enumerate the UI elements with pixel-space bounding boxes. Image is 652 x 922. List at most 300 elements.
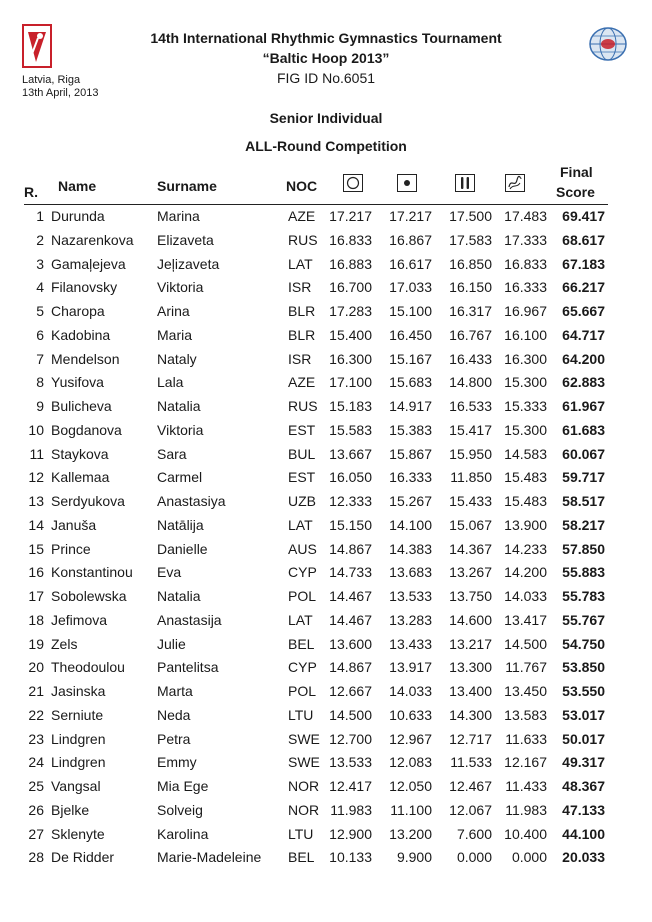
rank-cell: 12 bbox=[28, 469, 44, 486]
ribbon-score-cell: 11.767 bbox=[505, 659, 547, 676]
final-score-cell: 44.100 bbox=[562, 825, 605, 842]
clubs-icon bbox=[455, 174, 475, 192]
ball-score-cell: 12.967 bbox=[389, 730, 432, 747]
rank-cell: 27 bbox=[28, 825, 44, 842]
name-cell: Zels bbox=[51, 635, 78, 652]
table-row bbox=[0, 347, 652, 371]
ribbon-score-cell: 15.300 bbox=[504, 421, 547, 438]
hoop-score-cell: 16.883 bbox=[329, 255, 372, 272]
clubs-score-cell: 16.767 bbox=[449, 326, 492, 343]
hoop-score-cell: 14.867 bbox=[329, 659, 372, 676]
hoop-score-cell: 12.900 bbox=[329, 825, 372, 842]
surname-cell: Lala bbox=[157, 374, 184, 391]
surname-cell: Anastasija bbox=[157, 611, 222, 628]
ribbon-score-cell: 17.483 bbox=[504, 208, 547, 224]
ribbon-score-cell: 13.450 bbox=[504, 683, 547, 699]
noc-cell: AZE bbox=[288, 208, 316, 224]
rank-cell: 20 bbox=[28, 659, 44, 676]
hoop-score-cell: 16.050 bbox=[329, 469, 372, 486]
ball-score-cell: 14.033 bbox=[389, 683, 432, 699]
col-rank: R. bbox=[24, 184, 38, 200]
rank-cell: 16 bbox=[28, 564, 44, 581]
hoop-score-cell: 16.700 bbox=[329, 279, 372, 296]
venue-place: Latvia, Riga bbox=[22, 74, 81, 86]
final-score-cell: 69.417 bbox=[562, 208, 605, 224]
hoop-score-cell: 15.583 bbox=[329, 421, 372, 438]
ball-score-cell: 13.200 bbox=[389, 825, 432, 842]
ball-score-cell: 15.683 bbox=[389, 374, 432, 391]
rank-cell: 5 bbox=[36, 303, 44, 319]
rank-cell: 19 bbox=[28, 635, 44, 652]
ball-score-cell: 17.033 bbox=[389, 279, 432, 296]
rank-cell: 4 bbox=[36, 279, 44, 296]
table-row bbox=[0, 608, 652, 632]
rank-cell: 15 bbox=[28, 540, 44, 557]
final-score-cell: 62.883 bbox=[562, 374, 605, 391]
surname-cell: Arina bbox=[157, 303, 190, 319]
ball-score-cell: 12.083 bbox=[389, 754, 432, 771]
hoop-score-cell: 12.700 bbox=[329, 730, 372, 747]
final-score-cell: 49.317 bbox=[562, 754, 605, 771]
hoop-score-cell: 12.417 bbox=[329, 778, 372, 794]
noc-cell: RUS bbox=[288, 398, 318, 414]
final-score-cell: 64.717 bbox=[562, 326, 605, 343]
hoop-icon bbox=[343, 174, 363, 192]
surname-cell: Karolina bbox=[157, 825, 209, 842]
ball-score-cell: 11.100 bbox=[390, 801, 432, 818]
noc-cell: LTU bbox=[288, 706, 314, 723]
clubs-score-cell: 16.533 bbox=[449, 398, 492, 414]
name-cell: Bogdanova bbox=[51, 421, 122, 438]
ribbon-score-cell: 13.900 bbox=[504, 516, 547, 533]
rank-cell: 1 bbox=[36, 208, 44, 224]
table-header bbox=[0, 162, 652, 206]
hoop-score-cell: 12.667 bbox=[329, 683, 372, 699]
surname-cell: Nataly bbox=[157, 350, 197, 367]
name-cell: Bjelke bbox=[51, 801, 90, 818]
hoop-score-cell: 16.300 bbox=[329, 350, 372, 367]
rank-cell: 17 bbox=[28, 588, 44, 604]
table-row bbox=[0, 655, 652, 679]
hoop-score-cell: 14.500 bbox=[329, 706, 372, 723]
ribbon-score-cell: 14.583 bbox=[504, 445, 547, 462]
rank-cell: 9 bbox=[36, 398, 44, 414]
ribbon-icon bbox=[505, 174, 525, 192]
surname-cell: Pantelitsa bbox=[157, 659, 219, 676]
clubs-score-cell: 16.317 bbox=[449, 303, 492, 319]
hoop-score-cell: 13.600 bbox=[329, 635, 372, 652]
final-score-cell: 47.133 bbox=[562, 801, 605, 818]
clubs-score-cell: 12.717 bbox=[449, 730, 492, 747]
ball-score-cell: 16.333 bbox=[389, 469, 432, 486]
hoop-score-cell: 17.217 bbox=[329, 208, 372, 224]
final-score-cell: 64.200 bbox=[562, 350, 605, 367]
name-cell: Vangsal bbox=[51, 778, 101, 794]
final-score-cell: 55.783 bbox=[562, 588, 605, 604]
final-score-cell: 55.767 bbox=[562, 611, 605, 628]
rank-cell: 8 bbox=[36, 374, 44, 391]
ball-score-cell: 15.100 bbox=[389, 303, 432, 319]
ball-score-cell: 12.050 bbox=[389, 778, 432, 794]
surname-cell: Solveig bbox=[157, 801, 203, 818]
final-score-cell: 58.217 bbox=[562, 516, 605, 533]
fig-logo bbox=[588, 26, 628, 62]
noc-cell: LAT bbox=[288, 255, 313, 272]
table-row bbox=[0, 252, 652, 276]
ball-score-cell: 15.867 bbox=[389, 445, 432, 462]
hoop-score-cell: 14.733 bbox=[329, 564, 372, 581]
table-row bbox=[0, 394, 652, 418]
clubs-score-cell: 11.850 bbox=[450, 469, 492, 486]
surname-cell: Natālija bbox=[157, 516, 204, 533]
final-score-cell: 61.683 bbox=[562, 421, 605, 438]
final-score-cell: 50.017 bbox=[562, 730, 605, 747]
ribbon-score-cell: 14.033 bbox=[504, 588, 547, 604]
table-row bbox=[0, 537, 652, 561]
table-row bbox=[0, 489, 652, 513]
hoop-score-cell: 14.867 bbox=[329, 540, 372, 557]
noc-cell: AZE bbox=[288, 374, 316, 391]
noc-cell: BEL bbox=[288, 849, 315, 866]
name-cell: Charopa bbox=[51, 303, 105, 319]
ribbon-score-cell: 11.433 bbox=[505, 778, 547, 794]
table-row bbox=[0, 228, 652, 252]
table-row bbox=[0, 679, 652, 703]
col-final-line1: Final bbox=[560, 164, 593, 180]
final-score-cell: 61.967 bbox=[562, 398, 605, 414]
noc-cell: POL bbox=[288, 588, 317, 604]
results-table bbox=[0, 204, 652, 869]
noc-cell: BUL bbox=[288, 445, 316, 462]
ribbon-score-cell: 11.983 bbox=[505, 801, 547, 818]
col-surname: Surname bbox=[157, 178, 217, 194]
surname-cell: Carmel bbox=[157, 469, 203, 486]
rank-cell: 7 bbox=[36, 350, 44, 367]
hoop-score-cell: 14.467 bbox=[329, 611, 372, 628]
hoop-score-cell: 15.183 bbox=[329, 398, 372, 414]
clubs-score-cell: 14.367 bbox=[449, 540, 492, 557]
clubs-score-cell: 15.950 bbox=[449, 445, 492, 462]
noc-cell: POL bbox=[288, 683, 317, 699]
rank-cell: 13 bbox=[28, 493, 44, 509]
hoop-score-cell: 17.100 bbox=[329, 374, 372, 391]
final-score-cell: 53.550 bbox=[562, 683, 605, 699]
noc-cell: AUS bbox=[288, 540, 317, 557]
rank-cell: 24 bbox=[28, 754, 44, 771]
hoop-score-cell: 10.133 bbox=[329, 849, 372, 866]
noc-cell: BEL bbox=[288, 635, 315, 652]
ribbon-score-cell: 0.000 bbox=[511, 849, 547, 866]
clubs-score-cell: 15.067 bbox=[449, 516, 492, 533]
surname-cell: Natalia bbox=[157, 588, 201, 604]
ribbon-score-cell: 16.300 bbox=[504, 350, 547, 367]
surname-cell: Viktoria bbox=[157, 421, 204, 438]
clubs-score-cell: 15.433 bbox=[449, 493, 492, 509]
ribbon-score-cell: 14.500 bbox=[504, 635, 547, 652]
ribbon-score-cell: 16.333 bbox=[504, 279, 547, 296]
table-row bbox=[0, 442, 652, 466]
ball-score-cell: 13.533 bbox=[389, 588, 432, 604]
final-score-cell: 53.850 bbox=[562, 659, 605, 676]
rank-cell: 28 bbox=[28, 849, 44, 866]
table-row bbox=[0, 584, 652, 608]
surname-cell: Maria bbox=[157, 326, 193, 343]
table-row bbox=[0, 774, 652, 798]
noc-cell: RUS bbox=[288, 231, 318, 248]
name-cell: Theodoulou bbox=[51, 659, 125, 676]
surname-cell: Marta bbox=[157, 683, 193, 699]
hoop-score-cell: 12.333 bbox=[329, 493, 372, 509]
ball-score-cell: 15.383 bbox=[389, 421, 432, 438]
hoop-score-cell: 13.533 bbox=[329, 754, 372, 771]
clubs-score-cell: 13.750 bbox=[449, 588, 492, 604]
final-score-cell: 20.033 bbox=[562, 849, 605, 866]
name-cell: Gamaļejeva bbox=[51, 255, 126, 272]
table-row bbox=[0, 632, 652, 656]
final-score-cell: 48.367 bbox=[562, 778, 605, 794]
ball-score-cell: 17.217 bbox=[389, 208, 432, 224]
noc-cell: NOR bbox=[288, 778, 320, 794]
surname-cell: Marina bbox=[157, 208, 200, 224]
surname-cell: Natalia bbox=[157, 398, 201, 414]
noc-cell: ISR bbox=[288, 279, 312, 296]
name-cell: Mendelson bbox=[51, 350, 120, 367]
final-score-cell: 68.617 bbox=[562, 231, 605, 248]
rank-cell: 22 bbox=[28, 706, 44, 723]
hoop-score-cell: 11.983 bbox=[330, 801, 372, 818]
name-cell: Serdyukova bbox=[51, 493, 125, 509]
ball-score-cell: 14.383 bbox=[389, 540, 432, 557]
ball-score-cell: 13.433 bbox=[389, 635, 432, 652]
col-final-line2: Score bbox=[556, 184, 595, 200]
clubs-score-cell: 12.467 bbox=[449, 778, 492, 794]
name-cell: Durunda bbox=[51, 208, 105, 224]
ribbon-score-cell: 13.417 bbox=[504, 611, 547, 628]
ball-score-cell: 13.283 bbox=[389, 611, 432, 628]
rank-cell: 2 bbox=[36, 231, 44, 248]
name-cell: Januša bbox=[51, 516, 97, 533]
hoop-score-cell: 15.400 bbox=[329, 326, 372, 343]
tournament-subtitle: “Baltic Hoop 2013” bbox=[262, 50, 390, 66]
table-row bbox=[0, 370, 652, 394]
final-score-cell: 59.717 bbox=[562, 469, 605, 486]
hoop-score-cell: 14.467 bbox=[329, 588, 372, 604]
table-row bbox=[0, 750, 652, 774]
hoop-score-cell: 16.833 bbox=[329, 231, 372, 248]
ball-score-cell: 16.867 bbox=[389, 231, 432, 248]
name-cell: Kallemaa bbox=[51, 469, 110, 486]
rank-cell: 14 bbox=[28, 516, 44, 533]
clubs-score-cell: 16.150 bbox=[449, 279, 492, 296]
table-row bbox=[0, 845, 652, 869]
ribbon-score-cell: 11.633 bbox=[505, 730, 547, 747]
event-date: 13th April, 2013 bbox=[22, 87, 99, 99]
name-cell: Sklenyte bbox=[51, 825, 105, 842]
final-score-cell: 67.183 bbox=[562, 255, 605, 272]
tournament-title: 14th International Rhythmic Gymnastics Tournament bbox=[150, 30, 502, 46]
final-score-cell: 66.217 bbox=[562, 279, 605, 296]
surname-cell: Eva bbox=[157, 564, 182, 581]
noc-cell: CYP bbox=[288, 564, 317, 581]
ball-score-cell: 15.167 bbox=[389, 350, 432, 367]
noc-cell: LTU bbox=[288, 825, 314, 842]
col-noc: NOC bbox=[286, 178, 318, 194]
name-cell: Sobolewska bbox=[51, 588, 127, 604]
noc-cell: BLR bbox=[288, 303, 316, 319]
table-row bbox=[0, 727, 652, 751]
clubs-score-cell: 11.533 bbox=[450, 754, 492, 771]
name-cell: Jasinska bbox=[51, 683, 106, 699]
noc-cell: BLR bbox=[288, 326, 316, 343]
ribbon-score-cell: 15.483 bbox=[504, 493, 547, 509]
surname-cell: Jeļizaveta bbox=[157, 255, 220, 272]
final-score-cell: 57.850 bbox=[562, 540, 605, 557]
name-cell: Lindgren bbox=[51, 754, 106, 771]
ribbon-score-cell: 17.333 bbox=[504, 231, 547, 248]
rank-cell: 3 bbox=[36, 255, 44, 272]
ball-score-cell: 14.917 bbox=[389, 398, 432, 414]
noc-cell: CYP bbox=[288, 659, 317, 676]
clubs-score-cell: 12.067 bbox=[449, 801, 492, 818]
round-title: ALL-Round Competition bbox=[245, 138, 407, 154]
noc-cell: LAT bbox=[288, 516, 313, 533]
noc-cell: SWE bbox=[288, 730, 320, 747]
ribbon-score-cell: 12.167 bbox=[504, 754, 547, 771]
fig-id: FIG ID No.6051 bbox=[276, 70, 376, 86]
final-score-cell: 60.067 bbox=[562, 445, 605, 462]
surname-cell: Julie bbox=[157, 635, 186, 652]
ribbon-score-cell: 15.333 bbox=[504, 398, 547, 414]
col-name: Name bbox=[58, 178, 97, 194]
name-cell: Staykova bbox=[51, 445, 109, 462]
name-cell: Filanovsky bbox=[51, 279, 118, 296]
clubs-score-cell: 16.433 bbox=[449, 350, 492, 367]
rank-cell: 21 bbox=[28, 683, 44, 699]
clubs-score-cell: 14.600 bbox=[449, 611, 492, 628]
table-row bbox=[0, 465, 652, 489]
ribbon-score-cell: 10.400 bbox=[504, 825, 547, 842]
surname-cell: Danielle bbox=[157, 540, 208, 557]
table-row bbox=[0, 513, 652, 537]
noc-cell: NOR bbox=[288, 801, 320, 818]
ribbon-score-cell: 14.233 bbox=[504, 540, 547, 557]
clubs-score-cell: 14.800 bbox=[449, 374, 492, 391]
table-row bbox=[0, 822, 652, 846]
final-score-cell: 54.750 bbox=[562, 635, 605, 652]
table-row bbox=[0, 560, 652, 584]
name-cell: Jefimova bbox=[51, 611, 108, 628]
final-score-cell: 65.667 bbox=[562, 303, 605, 319]
name-cell: Serniute bbox=[51, 706, 104, 723]
document-header bbox=[0, 28, 652, 88]
surname-cell: Neda bbox=[157, 706, 191, 723]
clubs-score-cell: 15.417 bbox=[449, 421, 492, 438]
ball-score-cell: 9.900 bbox=[396, 849, 432, 866]
clubs-score-cell: 13.400 bbox=[449, 683, 492, 699]
rank-cell: 25 bbox=[28, 778, 44, 794]
clubs-score-cell: 17.500 bbox=[449, 208, 492, 224]
table-row bbox=[0, 204, 652, 228]
noc-cell: EST bbox=[288, 469, 316, 486]
ball-score-cell: 14.100 bbox=[389, 516, 432, 533]
table-row bbox=[0, 275, 652, 299]
surname-cell: Petra bbox=[157, 730, 191, 747]
noc-cell: SWE bbox=[288, 754, 320, 771]
name-cell: De Ridder bbox=[51, 849, 115, 866]
hoop-score-cell: 15.150 bbox=[329, 516, 372, 533]
name-cell: Konstantinou bbox=[51, 564, 133, 581]
name-cell: Yusifova bbox=[51, 374, 104, 391]
table-row bbox=[0, 703, 652, 727]
surname-cell: Mia Ege bbox=[157, 778, 209, 794]
surname-cell: Anastasiya bbox=[157, 493, 226, 509]
ribbon-score-cell: 16.967 bbox=[504, 303, 547, 319]
rank-cell: 23 bbox=[28, 730, 44, 747]
name-cell: Bulicheva bbox=[51, 398, 112, 414]
ball-score-cell: 13.917 bbox=[389, 659, 432, 676]
clubs-score-cell: 13.217 bbox=[449, 635, 492, 652]
table-row bbox=[0, 323, 652, 347]
rank-cell: 18 bbox=[28, 611, 44, 628]
clubs-score-cell: 0.000 bbox=[456, 849, 492, 866]
noc-cell: EST bbox=[288, 421, 316, 438]
name-cell: Kadobina bbox=[51, 326, 111, 343]
noc-cell: LAT bbox=[288, 611, 313, 628]
clubs-score-cell: 16.850 bbox=[449, 255, 492, 272]
ball-score-cell: 15.267 bbox=[389, 493, 432, 509]
name-cell: Lindgren bbox=[51, 730, 106, 747]
ball-score-cell: 13.683 bbox=[389, 564, 432, 581]
hoop-score-cell: 17.283 bbox=[329, 303, 372, 319]
ball-icon bbox=[397, 174, 417, 192]
final-score-cell: 58.517 bbox=[562, 493, 605, 509]
ball-score-cell: 16.617 bbox=[389, 255, 432, 272]
rank-cell: 10 bbox=[28, 421, 44, 438]
noc-cell: UZB bbox=[288, 493, 316, 509]
category-title: Senior Individual bbox=[269, 110, 383, 126]
ball-score-cell: 16.450 bbox=[389, 326, 432, 343]
rank-cell: 26 bbox=[28, 801, 44, 818]
clubs-score-cell: 13.300 bbox=[449, 659, 492, 676]
ribbon-score-cell: 13.583 bbox=[504, 706, 547, 723]
ribbon-score-cell: 16.100 bbox=[504, 326, 547, 343]
rank-cell: 6 bbox=[36, 326, 44, 343]
name-cell: Nazarenkova bbox=[51, 231, 134, 248]
surname-cell: Emmy bbox=[157, 754, 197, 771]
final-score-cell: 53.017 bbox=[562, 706, 605, 723]
clubs-score-cell: 7.600 bbox=[456, 825, 492, 842]
hoop-score-cell: 13.667 bbox=[329, 445, 372, 462]
ribbon-score-cell: 15.300 bbox=[504, 374, 547, 391]
clubs-score-cell: 13.267 bbox=[449, 564, 492, 581]
ribbon-score-cell: 16.833 bbox=[504, 255, 547, 272]
final-score-cell: 55.883 bbox=[562, 564, 605, 581]
noc-cell: ISR bbox=[288, 350, 312, 367]
table-row bbox=[0, 299, 652, 323]
clubs-score-cell: 14.300 bbox=[449, 706, 492, 723]
ball-score-cell: 10.633 bbox=[389, 706, 432, 723]
clubs-score-cell: 17.583 bbox=[449, 231, 492, 248]
ribbon-score-cell: 15.483 bbox=[504, 469, 547, 486]
surname-cell: Viktoria bbox=[157, 279, 204, 296]
rank-cell: 11 bbox=[29, 445, 44, 462]
surname-cell: Sara bbox=[157, 445, 187, 462]
name-cell: Prince bbox=[51, 540, 91, 557]
ribbon-score-cell: 14.200 bbox=[504, 564, 547, 581]
table-row bbox=[0, 798, 652, 822]
surname-cell: Marie-Madeleine bbox=[157, 849, 262, 866]
table-row bbox=[0, 418, 652, 442]
